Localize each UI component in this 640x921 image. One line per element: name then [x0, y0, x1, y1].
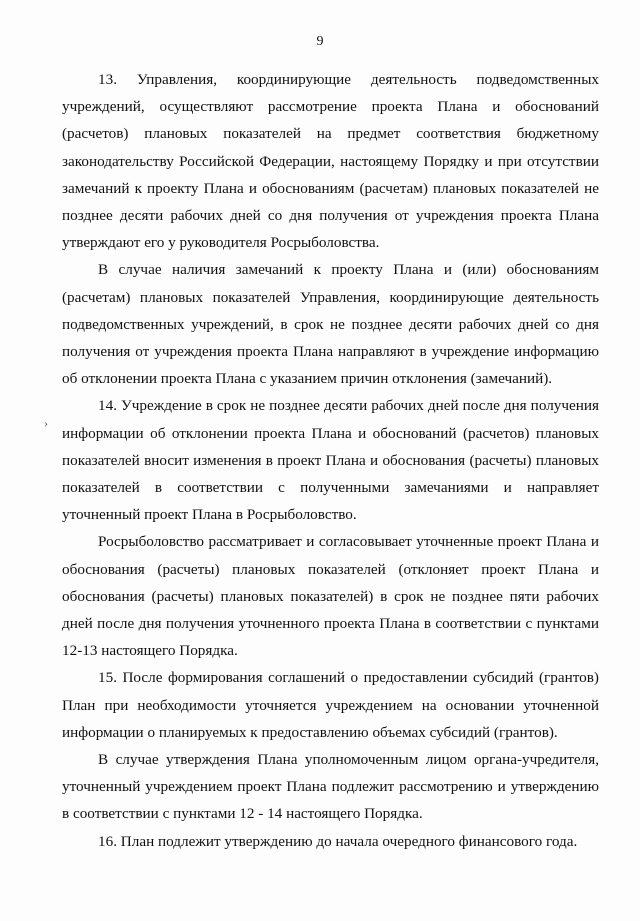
document-body	[62, 66, 599, 855]
paragraph-16: 16. План подлежит утверждению до начала очередного финансового года.	[98, 832, 578, 850]
paragraph-14: 14. Учреждение в срок не позднее десяти рабочих дней после дня получения информации об отклонении проекта Плана и обоснований (расчетов) плановых показателей вносит изменения в проект Плана и обоснования (расчеты) плановых показателей в соответствии с полученными замечаниями и направляет уточненный проект Плана в Росрыболовство.	[62, 397, 599, 524]
page-number: 9	[316, 34, 324, 49]
margin-mark: ›	[44, 416, 48, 430]
paragraph-13: 13. Управления, координирующие деятельность подведомственных учреждений, осуществляют рассмотрение проекта Плана и обоснований (расчетов) плановых показателей на предмет соответствия бюджетному законодательству Российской Федерации, настоящему Порядку и при отсутствии замечаний к проекту Плана и обоснованиям (расчетам) плановых показателей не позднее десяти рабочих дней со дня получения от учреждения проекта Плана утверждают его у руководителя Росрыболовства.	[62, 71, 599, 252]
paragraph-15: 15. После формирования соглашений о предоставлении субсидий (грантов) План при необходимости уточняется учреждением на основании уточненной информации о планируемых к предоставлению объемах субсидий (грантов).	[62, 669, 599, 741]
paragraph-15-approval: В случае утверждения Плана уполномоченным лицом органа-учредителя, уточненный учреждением проект Плана подлежит рассмотрению и утверждению в соответствии с пунктами 12 - 14 настоящего Порядка.	[62, 751, 599, 823]
paragraph-13-remarks: В случае наличия замечаний к проекту Плана и (или) обоснованиям (расчетам) плановых показателей Управления, координирующие деятельность подведомственных учреждений, в срок не позднее десяти рабочих дней со дня получения от учреждения проекта Плана направляют в учреждение информацию об отклонении проекта Плана с указанием причин отклонения (замечаний).	[62, 261, 599, 388]
paragraph-14-approval: Росрыболовство рассматривает и согласовывает уточненные проект Плана и обоснования (расчеты) плановых показателей (отклоняет проект Плана и обоснования (расчеты) плановых показателей) в срок не позднее пяти рабочих дней после дня получения уточненного проекта Плана в соответствии с пунктами 12-13 настоящего Порядка.	[62, 533, 599, 660]
